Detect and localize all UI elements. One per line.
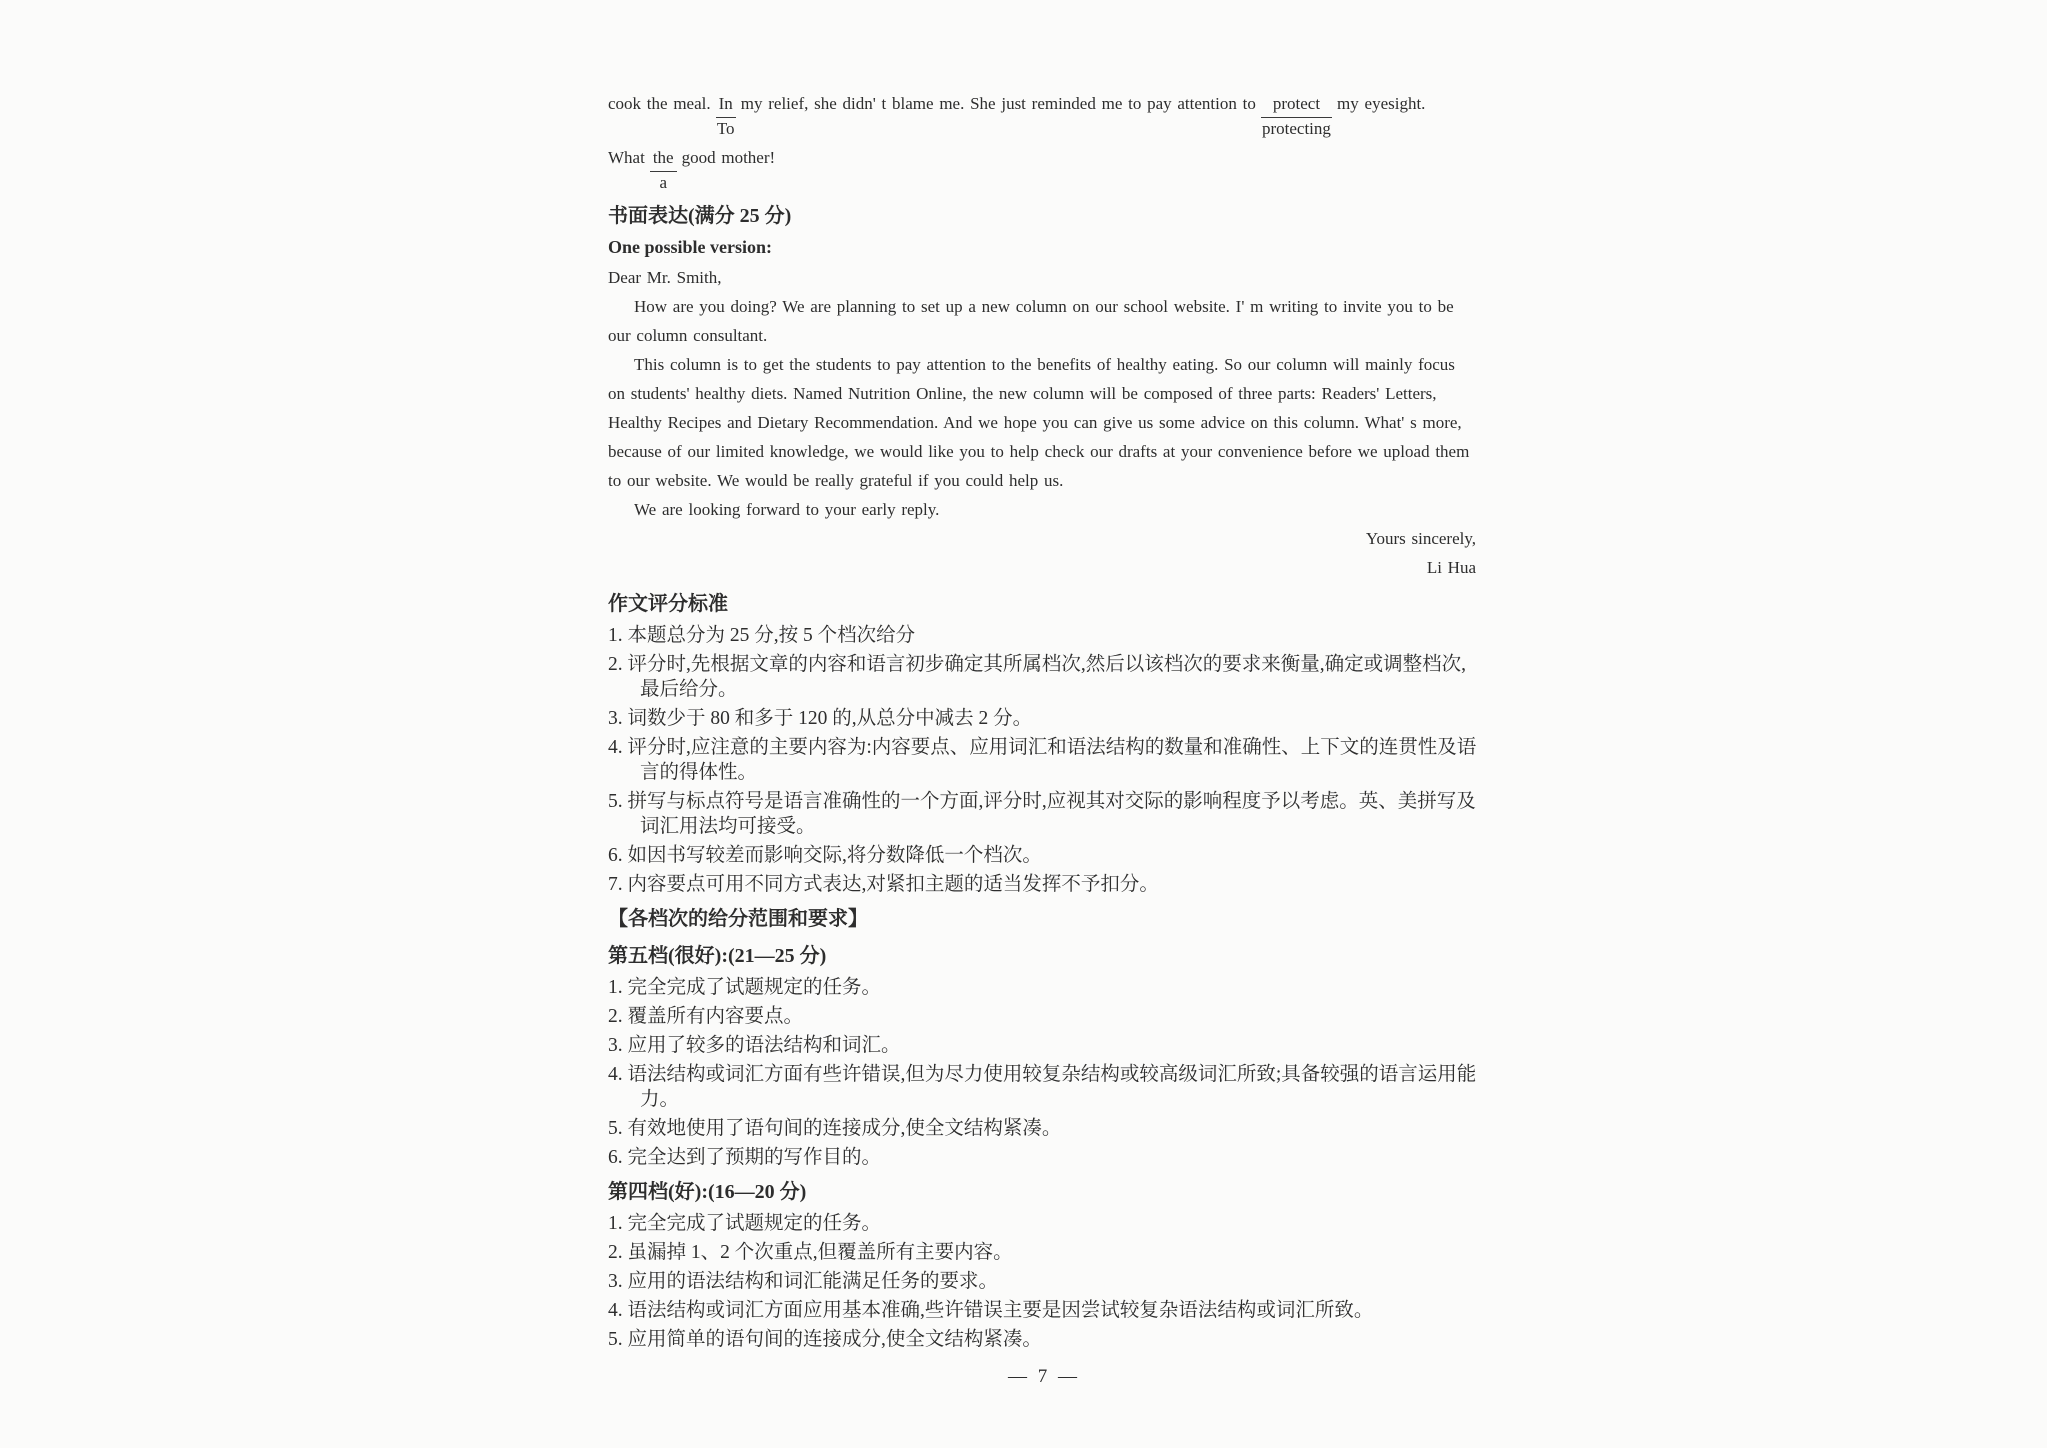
letter-signature: Li Hua bbox=[1426, 558, 1476, 577]
band5-title: 第五档(很好):(21—25 分) bbox=[608, 945, 827, 967]
band5-item: 3. 应用了较多的语法结构和词汇。 bbox=[608, 1035, 901, 1056]
word-correction bbox=[716, 92, 736, 140]
replacement-word: To bbox=[716, 119, 735, 138]
one-possible-version-label: One possible version: bbox=[608, 237, 773, 257]
criteria-item: 2. 评分时,先根据文章的内容和语言初步确定其所属档次,然后以该档次的要求来衡量,确定或调整档次,最后给分。 bbox=[608, 654, 1467, 700]
sample-letter bbox=[608, 263, 1480, 582]
word-correction bbox=[1261, 92, 1332, 140]
replacement-word: protecting bbox=[1261, 119, 1331, 138]
correction-text-segment: my eyesight. bbox=[1337, 94, 1426, 113]
band4-item: 5. 应用简单的语句间的连接成分,使全文结构紧凑。 bbox=[608, 1329, 1042, 1350]
criteria-item: 6. 如因书写较差而影响交际,将分数降低一个档次。 bbox=[608, 845, 1042, 866]
criteria-item: 7. 内容要点可用不同方式表达,对紧扣主题的适当发挥不予扣分。 bbox=[608, 874, 1159, 895]
fill-correction-line-1 bbox=[608, 92, 1480, 140]
band5-item: 5. 有效地使用了语句间的连接成分,使全文结构紧凑。 bbox=[608, 1118, 1062, 1139]
band5-item: 2. 覆盖所有内容要点。 bbox=[608, 1006, 804, 1027]
scoring-criteria-heading: 作文评分标准 bbox=[608, 593, 728, 615]
section-heading-written-expression: 书面表达(满分 25 分) bbox=[608, 205, 792, 227]
score-bands-heading: 【各档次的给分范围和要求】 bbox=[608, 908, 868, 930]
page-number: — 7 — bbox=[1008, 1366, 1080, 1387]
letter-line: We are looking forward to your early reply. bbox=[634, 500, 940, 519]
fill-correction-line-2 bbox=[608, 146, 1480, 194]
letter-line: This column is to get the students to pay attention to the benefits of healthy eating. So our column will mainly focus bbox=[634, 355, 1455, 374]
word-correction bbox=[650, 146, 677, 194]
corrected-word: protect bbox=[1261, 92, 1332, 118]
letter-line: Healthy Recipes and Dietary Recommendation. And we hope you can give us some advice on this column. What' s more, bbox=[608, 413, 1462, 432]
letter-salutation: Dear Mr. Smith, bbox=[608, 268, 722, 287]
letter-closing: Yours sincerely, bbox=[1365, 529, 1476, 548]
criteria-item: 5. 拼写与标点符号是语言准确性的一个方面,评分时,应视其对交际的影响程度予以考虑。英、美拼写及词汇用法均可接受。 bbox=[608, 791, 1476, 837]
page-content bbox=[608, 92, 1480, 1390]
band4-item: 2. 虽漏掉 1、2 个次重点,但覆盖所有主要内容。 bbox=[608, 1242, 1013, 1263]
replacement-word: a bbox=[659, 173, 667, 192]
letter-line: to our website. We would be really grateful if you could help us. bbox=[608, 471, 1064, 490]
letter-line: because of our limited knowledge, we would like you to help check our drafts at your convenience before we upload them bbox=[608, 442, 1470, 461]
corrected-word: In bbox=[716, 92, 736, 118]
criteria-item: 3. 词数少于 80 和多于 120 的,从总分中减去 2 分。 bbox=[608, 708, 1033, 729]
band4-item: 4. 语法结构或词汇方面应用基本准确,些许错误主要是因尝试较复杂语法结构或词汇所致。 bbox=[608, 1300, 1374, 1321]
band4-item: 1. 完全完成了试题规定的任务。 bbox=[608, 1213, 882, 1234]
correction-text-segment: good mother! bbox=[681, 148, 776, 167]
corrected-word: the bbox=[650, 146, 677, 172]
correction-text-segment: my relief, she didn' t blame me. She just reminded me to pay attention to bbox=[740, 94, 1256, 113]
criteria-item: 4. 评分时,应注意的主要内容为:内容要点、应用词汇和语法结构的数量和准确性、上下文的连贯性及语言的得体性。 bbox=[608, 737, 1477, 783]
band4-item: 3. 应用的语法结构和词汇能满足任务的要求。 bbox=[608, 1271, 999, 1292]
band4-title: 第四档(好):(16—20 分) bbox=[608, 1181, 807, 1203]
band5-item: 1. 完全完成了试题规定的任务。 bbox=[608, 977, 882, 998]
correction-text-segment: What bbox=[608, 148, 645, 167]
letter-line: How are you doing? We are planning to set up a new column on our school website. I' m writing to invite you to be bbox=[634, 297, 1454, 316]
letter-line: our column consultant. bbox=[608, 326, 768, 345]
band5-item: 4. 语法结构或词汇方面有些许错误,但为尽力使用较复杂结构或较高级词汇所致;具备较强的语言运用能力。 bbox=[608, 1064, 1477, 1110]
correction-text-segment: cook the meal. bbox=[608, 94, 711, 113]
letter-line: on students' healthy diets. Named Nutrition Online, the new column will be composed of three parts: Readers' Letters, bbox=[608, 384, 1437, 403]
band5-item: 6. 完全达到了预期的写作目的。 bbox=[608, 1147, 882, 1168]
criteria-item: 1. 本题总分为 25 分,按 5 个档次给分 bbox=[608, 625, 916, 646]
